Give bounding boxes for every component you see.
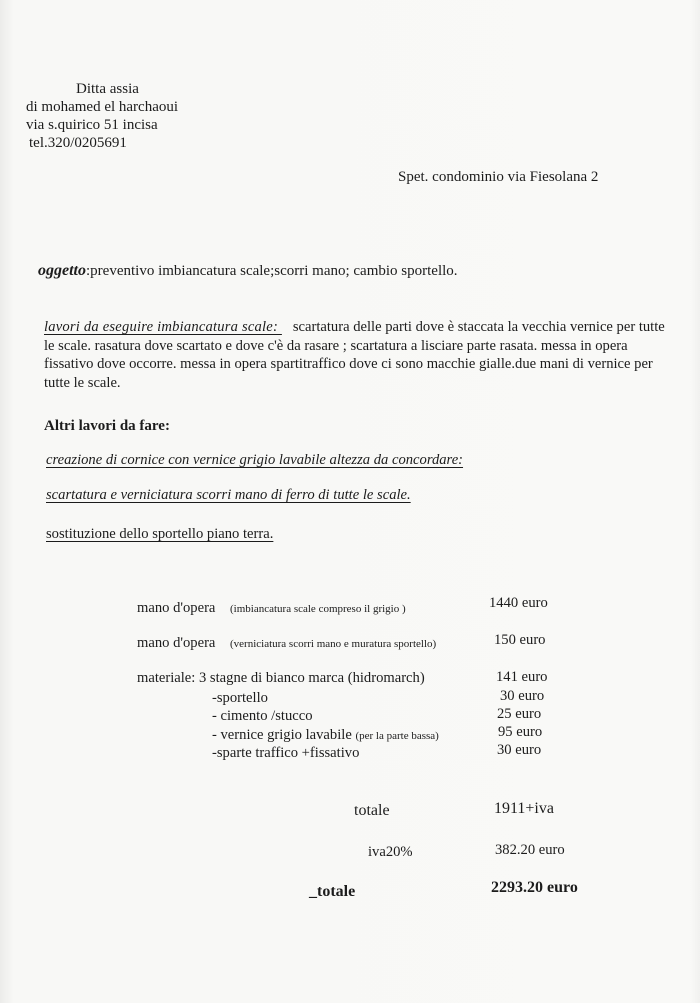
subtotal-amount: 1911+iva <box>494 800 554 817</box>
works-description: scartatura delle parti dove è staccata la vecchia vernice per tutte le scale. rasatura dove scartato e dove c'è da rasare ; scartatura a lisciare parte rasata. messa in opera fissativo dove occorre. messa in opera spartitraffico dove ci sono macchie gialle.due mani di vernice per tutte le scale. <box>44 319 665 391</box>
works-paragraph <box>44 318 674 392</box>
works-lead: lavori da eseguire imbiancatura scale: <box>44 319 282 335</box>
material-item-text: - vernice grigio lavabile <box>212 727 352 743</box>
subject-line <box>38 262 458 280</box>
subject-text: :preventivo imbiancatura scale;scorri mano; cambio sportello. <box>86 263 458 279</box>
material-item-amount: 25 euro <box>497 706 542 722</box>
material-amount: 141 euro <box>496 669 548 685</box>
vat-amount: 382.20 euro <box>495 842 565 858</box>
labor1-amount: 1440 euro <box>489 595 548 611</box>
material-item-label: -sportello <box>212 690 268 706</box>
labor1-row <box>137 600 406 617</box>
labor2-row <box>137 635 436 652</box>
material-item-amount: 30 euro <box>500 688 545 704</box>
material-item-amount: 95 euro <box>498 724 543 740</box>
other-works-title: Altri lavori da fare: <box>44 418 170 434</box>
material-item-note: (per la parte bassa) <box>355 730 439 742</box>
other-work-item: sostituzione dello sportello piano terra. <box>46 526 274 542</box>
sender-block <box>26 80 178 152</box>
material-item-amount: 30 euro <box>497 742 542 758</box>
recipient: Spet. condominio via Fiesolana 2 <box>398 169 599 185</box>
vat-label: iva20% <box>368 844 413 860</box>
grand-total-label: _totale <box>309 883 356 900</box>
material-item-label <box>212 727 439 744</box>
material-item-label: -sparte traffico +fissativo <box>212 745 360 761</box>
grand-total-amount: 2293.20 euro <box>491 879 578 896</box>
material-item-label: - cimento /stucco <box>212 708 313 724</box>
other-work-item: scartatura e verniciatura scorri mano di ferro di tutte le scale. <box>46 487 411 503</box>
subtotal-label: totale <box>354 802 390 819</box>
labor2-label: mano d'opera <box>137 635 216 651</box>
sender-address: via s.quirico 51 incisa <box>26 117 158 133</box>
sender-owner: di mohamed el harchaoui <box>26 99 179 115</box>
labor2-note: (verniciatura scorri mano e muratura sportello) <box>230 638 437 650</box>
subject-keyword: oggetto <box>38 262 86 279</box>
labor1-note: (imbiancatura scale compreso il grigio ) <box>230 603 406 615</box>
material-label: materiale: 3 stagne di bianco marca (hidromarch) <box>137 670 425 686</box>
sender-phone: tel.320/0205691 <box>29 135 127 151</box>
labor1-label: mano d'opera <box>137 600 216 616</box>
labor2-amount: 150 euro <box>494 632 546 648</box>
other-work-item: creazione di cornice con vernice grigio lavabile altezza da concordare: <box>46 452 464 468</box>
sender-company: Ditta assia <box>76 81 139 97</box>
